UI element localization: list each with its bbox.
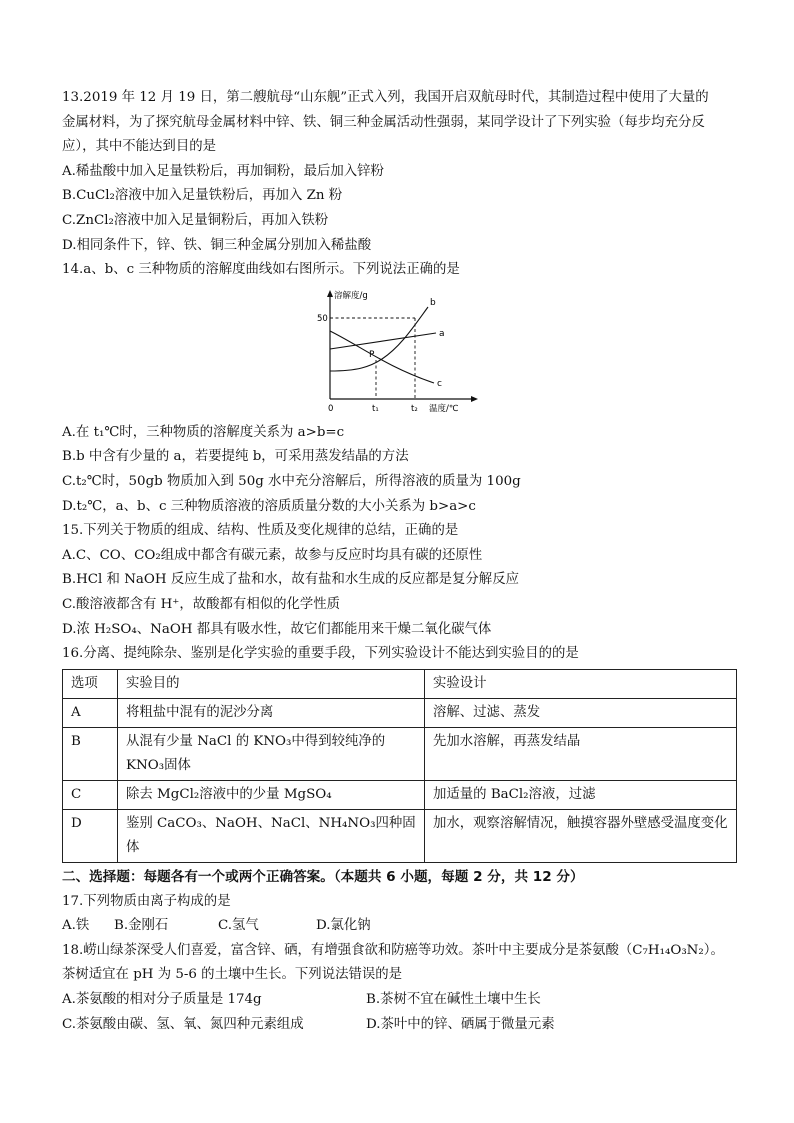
table-cell: 溶解、过滤、蒸发: [425, 698, 737, 727]
question-15: [62, 519, 742, 642]
table-row: [63, 780, 737, 809]
series-label-a: a: [439, 328, 445, 339]
q15-option-c: C.酸溶液都含有 H⁺，故酸都有相似的化学性质: [62, 596, 341, 612]
q18-options-row: [62, 988, 742, 1013]
exam-page: [62, 86, 742, 1037]
q16-stem: 16.分离、提纯除杂、鉴别是化学实验的重要手段，下列实验设计不能达到实验目的的是: [62, 646, 579, 662]
x-axis-label: 温度/℃: [429, 403, 459, 413]
table-header: 实验设计: [425, 669, 737, 698]
q13-stem-line: 应），其中不能达到目的是: [62, 139, 216, 155]
q15-option-b: B.HCl 和 NaOH 反应生成了盐和水，故有盐和水生成的反应都是复分解反应: [62, 572, 519, 588]
table-cell: 将粗盐中混有的泥沙分离: [118, 698, 425, 727]
q18-option-a: A.茶氨酸的相对分子质量是 174g: [62, 992, 262, 1008]
series-label-c: c: [437, 378, 442, 389]
table-cell: D: [63, 809, 118, 862]
table-header: 实验目的: [118, 669, 425, 698]
y-axis-arrow: [327, 290, 333, 297]
table-cell: 加水，观察溶解情况，触摸容器外壁感受温度变化: [425, 809, 737, 862]
q17-option-d: D.氯化钠: [316, 918, 371, 934]
q13-option-c: C.ZnCl₂溶液中加入足量铜粉后，再加入铁粉: [62, 212, 329, 228]
table-cell: C: [63, 780, 118, 809]
table-cell: 除去 MgCl₂溶液中的少量 MgSO₄: [118, 780, 425, 809]
table-row: [63, 698, 737, 727]
q17-options: [62, 914, 742, 939]
q14-option-b: B.b 中含有少量的 a，若要提纯 b，可采用蒸发结晶的方法: [62, 449, 409, 465]
table-cell: B: [63, 727, 118, 780]
q13-stem-line: 13.2019 年 12 月 19 日，第二艘航母“山东舰”正式入列，我国开启双航母时代，其制造过程中使用了大量的: [62, 90, 709, 105]
table-cell: 先加水溶解，再蒸发结晶: [425, 727, 737, 780]
q15-option-a: A.C、CO、CO₂组成中都含有碳元素，故参与反应时均具有碳的还原性: [62, 547, 483, 563]
solubility-chart: [62, 287, 742, 415]
solubility-chart-svg: [312, 287, 542, 413]
q14-option-d: D.t₂℃，a、b、c 三种物质溶液的溶质质量分数的大小关系为 b>a>c: [62, 498, 476, 514]
q14-option-a: A.在 t₁℃时，三种物质的溶解度关系为 a>b=c: [62, 424, 345, 440]
q18-stem-line: 18.崂山绿茶深受人们喜爱，富含锌、硒，有增强食欲和防癌等功效。茶叶中主要成分是茶氨酸（C₇H₁₄O₃N₂）。: [62, 942, 724, 958]
tick-50: 50: [317, 313, 328, 324]
question-18: [62, 939, 742, 1037]
question-16: [62, 642, 742, 863]
curve-c: [330, 331, 434, 383]
table-cell: 从混有少量 NaCl 的 KNO₃中得到较纯净的 KNO₃固体: [118, 727, 425, 780]
tick-t1: t₁: [372, 403, 379, 413]
table-cell: A: [63, 698, 118, 727]
q13-option-d: D.相同条件下，锌、铁、铜三种金属分别加入稀盐酸: [62, 237, 372, 253]
table-header: 选项: [63, 669, 118, 698]
q18-stem-line: 茶树适宜在 pH 为 5-6 的土壤中生长。下列说法错误的是: [62, 967, 403, 983]
q18-option-d: D.茶叶中的锌、硒属于微量元素: [366, 1016, 555, 1032]
section-2-heading: 二、选择题：每题各有一个或两个正确答案。（本题共 6 小题，每题 2 分，共 12 分）: [62, 868, 584, 885]
q18-option-c: C.茶氨酸由碳、氢、氧、氮四种元素组成: [62, 1016, 304, 1032]
q18-options-row: [62, 1013, 742, 1038]
tick-0: 0: [328, 403, 334, 413]
q13-stem-line: 金属材料，为了探究航母金属材料中锌、铁、铜三种金属活动性强弱，某同学设计了下列实验（每步均充分反: [62, 114, 705, 130]
question-17: [62, 890, 742, 939]
q16-table: [62, 669, 737, 863]
q14-option-c: C.t₂℃时，50gb 物质加入到 50g 水中充分溶解后，所得溶液的质量为 100g: [62, 473, 521, 489]
q14-stem: 14.a、b、c 三种物质的溶解度曲线如右图所示。下列说法正确的是: [62, 262, 460, 278]
series-label-b: b: [430, 297, 436, 308]
q17-option-a: A.铁: [62, 918, 90, 934]
question-13: [62, 86, 742, 258]
tick-t2: t₂: [411, 403, 418, 413]
y-axis-label: 溶解度/g: [334, 290, 368, 301]
table-row: [63, 809, 737, 862]
q18-option-b: B.茶树不宜在碱性土壤中生长: [366, 992, 541, 1008]
q15-option-d: D.浓 H₂SO₄、NaOH 都具有吸水性，故它们都能用来干燥二氧化碳气体: [62, 621, 492, 637]
q15-stem: 15.下列关于物质的组成、结构、性质及变化规律的总结，正确的是: [62, 523, 459, 539]
x-axis-arrow: [471, 396, 478, 402]
q13-option-b: B.CuCl₂溶液中加入足量铁粉后，再加入 Zn 粉: [62, 188, 343, 204]
question-14: [62, 258, 742, 519]
table-row: [63, 727, 737, 780]
q17-option-c: C.氢气: [218, 918, 259, 934]
table-cell: 加适量的 BaCl₂溶液，过滤: [425, 780, 737, 809]
table-cell: 鉴别 CaCO₃、NaOH、NaCl、NH₄NO₃四种固体: [118, 809, 425, 862]
table-header-row: [63, 669, 737, 698]
q17-stem: 17.下列物质由离子构成的是: [62, 893, 231, 909]
curve-a: [330, 333, 436, 349]
point-p-label: P: [369, 349, 375, 360]
q17-option-b: B.金刚石: [114, 918, 169, 934]
q13-option-a: A.稀盐酸中加入足量铁粉后，再加铜粉，最后加入锌粉: [62, 163, 384, 179]
